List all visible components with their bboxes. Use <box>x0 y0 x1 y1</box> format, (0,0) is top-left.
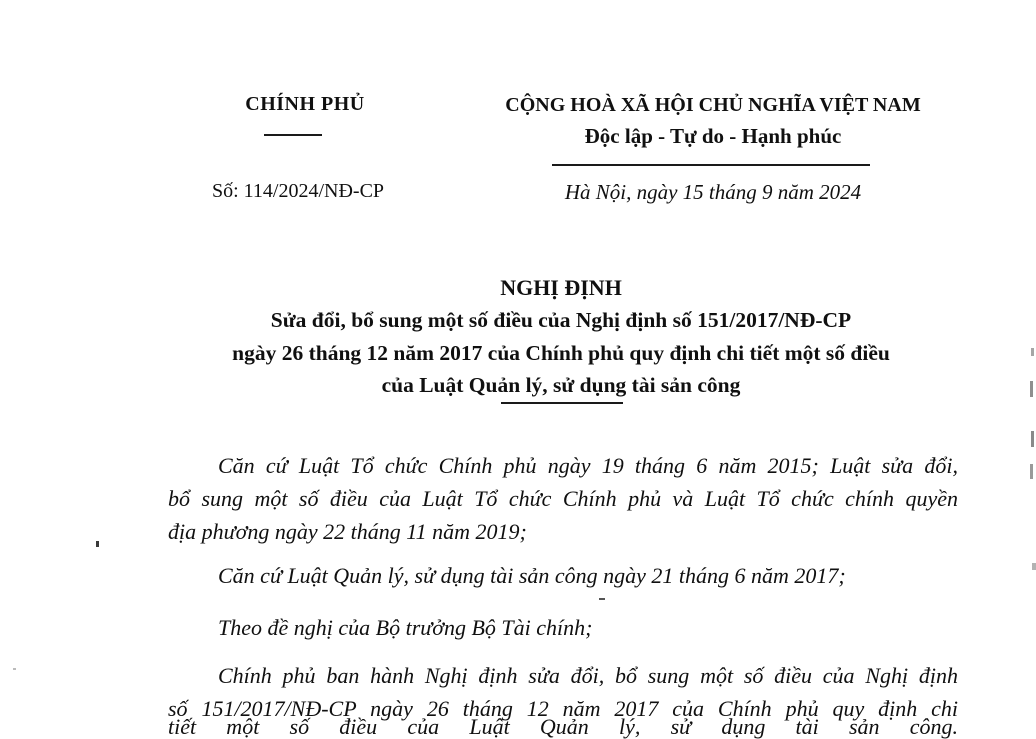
preamble-paragraph <box>168 449 958 548</box>
issuing-authority: CHÍNH PHỦ <box>245 93 365 115</box>
scan-artifact-mark <box>1030 464 1033 479</box>
preamble-paragraph <box>168 611 958 644</box>
national-header-block <box>465 92 961 150</box>
place-and-date: Hà Nội, ngày 15 tháng 9 năm 2024 <box>564 180 862 204</box>
document-title-block <box>161 272 961 402</box>
title-line: ngày 26 tháng 12 năm 2017 của Chính phủ quy định chi tiết một số điều <box>232 340 890 365</box>
body-line: Căn cứ Luật Tổ chức Chính phủ ngày 19 tháng 6 năm 2015; Luật sửa đổi, <box>218 453 958 478</box>
title-divider-line <box>501 402 623 404</box>
clipped-bottom-line: tiết một số điều của Luật Quản lý, sử dụng tài sản công. <box>168 714 958 739</box>
scan-artifact-mark <box>1032 563 1036 570</box>
body-line: bổ sung một số điều của Luật Tổ chức Chính phủ và Luật Tổ chức chính quyền <box>168 486 958 511</box>
body-line: Theo đề nghị của Bộ trưởng Bộ Tài chính; <box>218 615 593 640</box>
motto-divider-line <box>552 164 870 166</box>
scan-artifact-mark <box>1030 381 1033 397</box>
issuing-authority-block <box>180 92 430 116</box>
preamble-paragraph <box>168 559 958 592</box>
scan-artifact-mark <box>1031 431 1034 447</box>
document-number: Số: 114/2024/NĐ-CP <box>211 180 385 202</box>
national-motto: Độc lập - Tự do - Hạnh phúc <box>584 124 842 148</box>
body-line: Căn cứ Luật Quản lý, sử dụng tài sản công ngày 21 tháng 6 năm 2017; <box>218 563 846 588</box>
national-name: CỘNG HOÀ XÃ HỘI CHỦ NGHĨA VIỆT NAM <box>505 94 921 116</box>
title-line: Sửa đổi, bổ sung một số điều của Nghị định số 151/2017/NĐ-CP <box>270 308 852 332</box>
scan-artifact-mark <box>599 598 605 600</box>
body-line: địa phương ngày 22 tháng 11 năm 2019; <box>168 519 527 544</box>
scan-artifact-mark <box>96 541 99 547</box>
body-line: Chính phủ ban hành Nghị định sửa đổi, bổ sung một số điều của Nghị định <box>218 663 958 688</box>
body-line: số 151/2017/NĐ-CP ngày 26 tháng 12 năm 2017 của Chính phủ quy định chi <box>168 696 958 721</box>
document-type: NGHỊ ĐỊNH <box>500 275 622 300</box>
scan-artifact-mark <box>13 668 16 670</box>
scan-artifact-mark <box>1031 348 1034 356</box>
issuing-authority-divider-line <box>264 134 322 136</box>
title-line: của Luật Quản lý, sử dụng tài sản công <box>381 373 741 397</box>
